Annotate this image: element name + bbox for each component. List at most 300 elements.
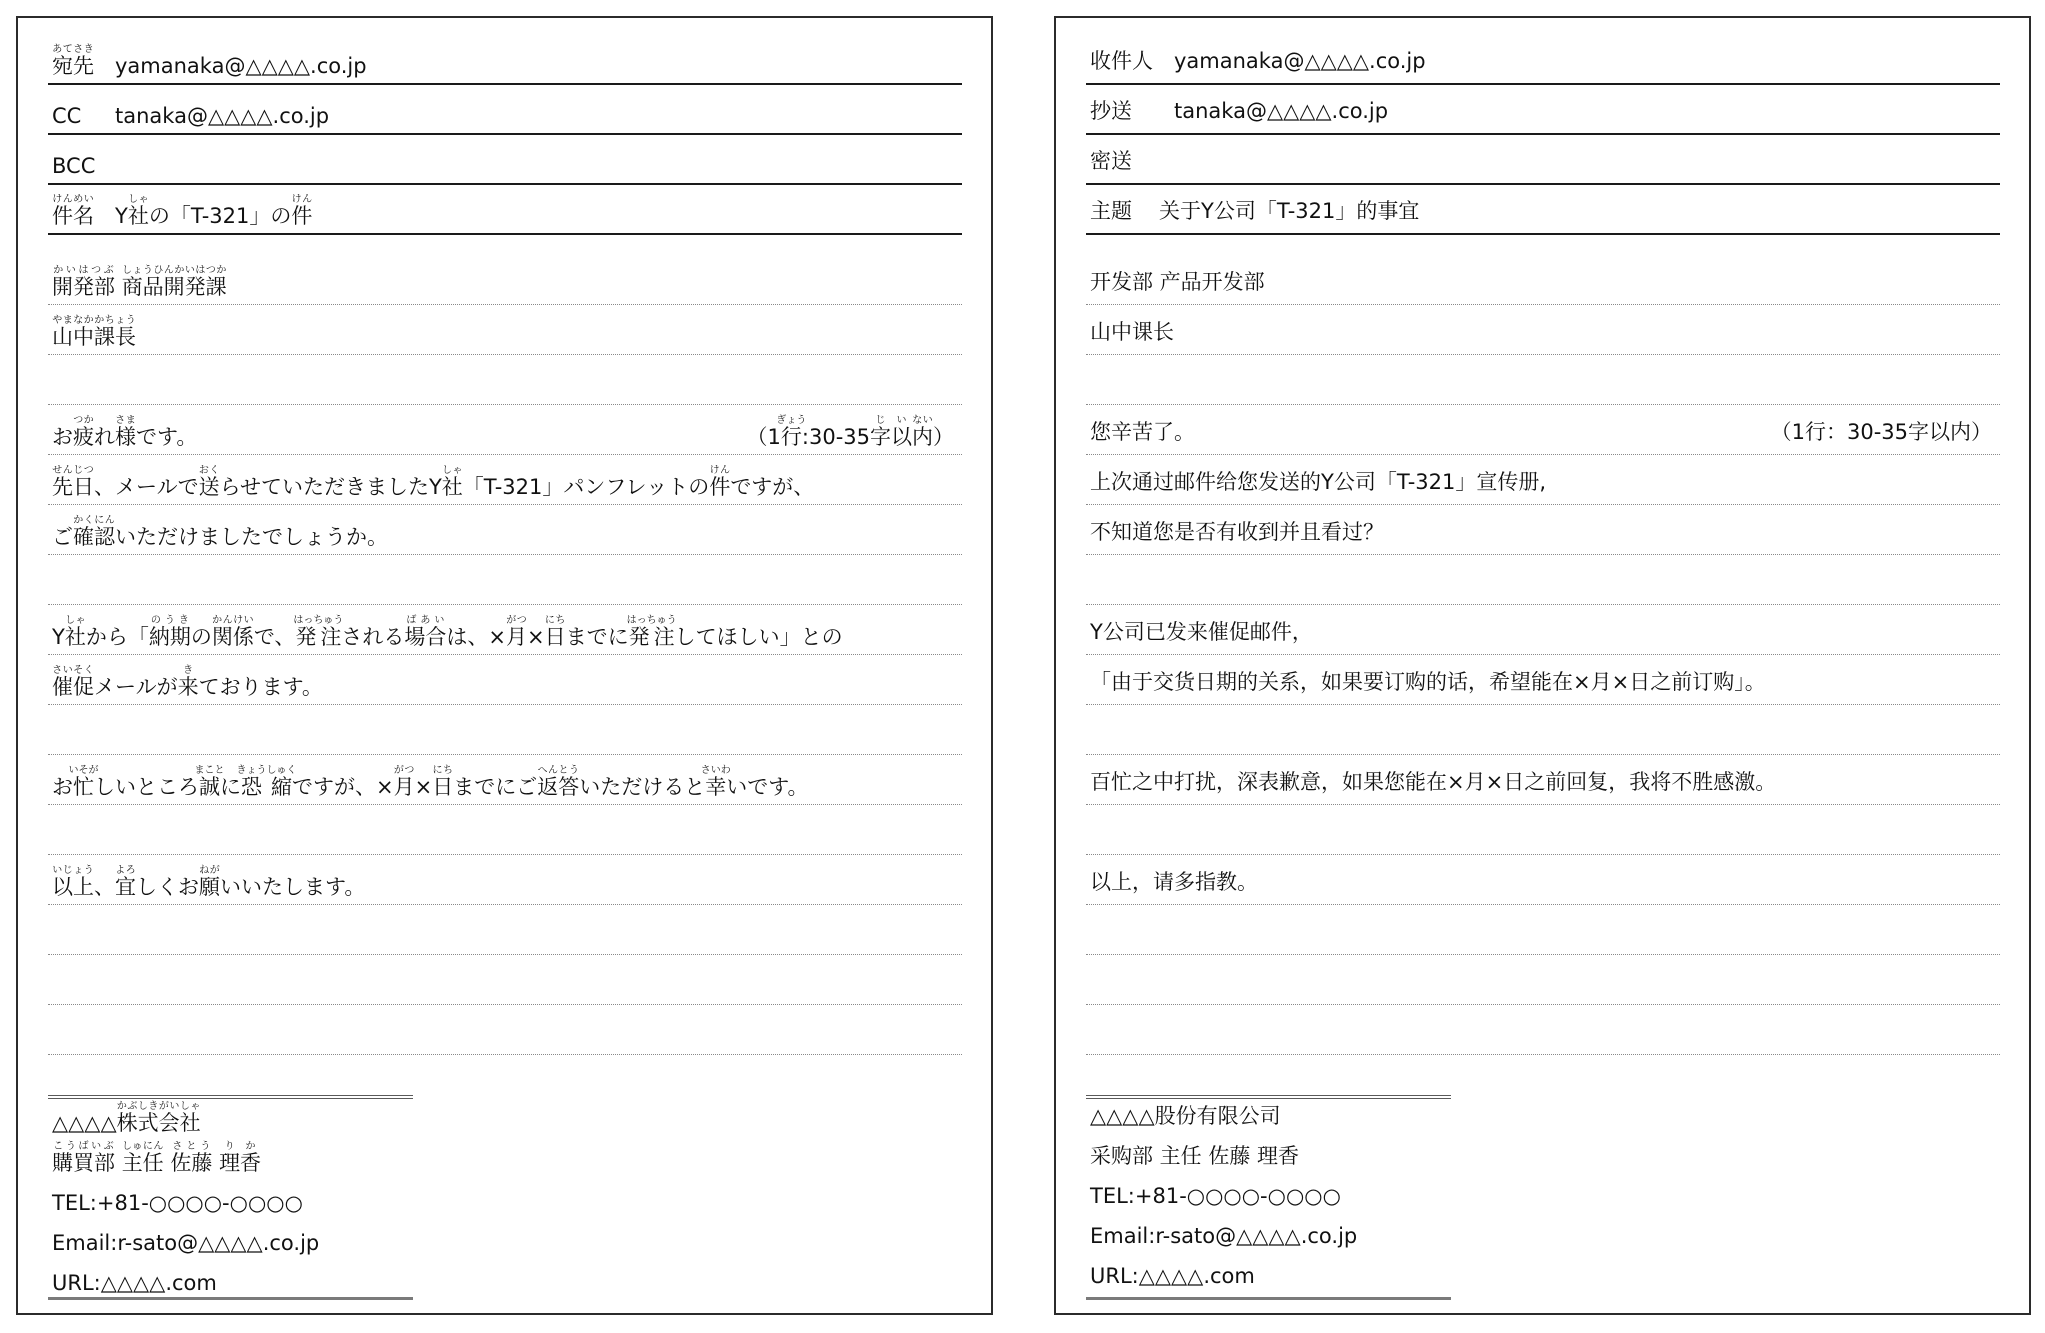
line-text (1090, 670, 1766, 694)
email-body (1086, 255, 2000, 1055)
furigana: ねが (199, 865, 220, 876)
furigana-group (170, 1141, 213, 1175)
field-label (52, 104, 115, 128)
text-run: 上次通过邮件给您发送的Y公司「T-321」宣传册, (1090, 470, 1547, 494)
furigana: ない (912, 415, 933, 426)
furigana-group (52, 44, 94, 78)
furigana-group (291, 194, 313, 228)
line-text (1090, 320, 1174, 344)
text-run: 采购部 主任 佐藤 理香 (1090, 1144, 1300, 1168)
text-run: tanaka@△△△△.co.jp (1174, 99, 1389, 123)
body-line (48, 955, 962, 1005)
furigana-group (198, 465, 220, 499)
line-text (52, 415, 197, 449)
line-text (52, 1191, 303, 1215)
text-run: 社 (64, 625, 86, 649)
body-line (48, 505, 962, 555)
field-label (1090, 149, 1174, 173)
furigana: しゃ (127, 194, 149, 205)
body-line (48, 455, 962, 505)
text-run: URL:△△△△.com (1090, 1264, 1255, 1288)
text-run: は、× (446, 625, 507, 649)
text-run: 願 (199, 875, 220, 899)
field-label (52, 154, 115, 178)
text-run: 开发部 产品开发部 (1090, 270, 1265, 294)
chinese-email-sheet (1054, 16, 2031, 1315)
text-run: 不知道您是否有收到并且看过？ (1090, 520, 1384, 544)
body-line (1086, 955, 2000, 1005)
text-run: yamanaka@△△△△.co.jp (1174, 49, 1426, 73)
body-line (1086, 255, 2000, 305)
furigana: けんめい (52, 194, 94, 205)
text-run: お (52, 775, 73, 799)
body-line (48, 755, 962, 805)
body-line (1086, 1005, 2000, 1055)
text-run: してほしい」との (674, 625, 843, 649)
body-line (48, 655, 962, 705)
furigana-group (52, 194, 94, 228)
furigana: き (177, 665, 199, 676)
furigana-group (64, 615, 86, 649)
furigana: はっちゅう (293, 615, 344, 626)
body-line (48, 555, 962, 605)
email-body (48, 255, 962, 1055)
text-run: に (220, 775, 241, 799)
body-line (1086, 555, 2000, 605)
furigana-group (52, 315, 136, 349)
furigana: がつ (506, 615, 528, 626)
text-run: いいたします。 (220, 875, 366, 899)
furigana-group (236, 765, 297, 799)
text-run: 您辛苦了。 (1090, 420, 1195, 444)
body-line (48, 705, 962, 755)
text-run: 主题 (1090, 199, 1132, 223)
furigana-group (776, 415, 807, 449)
field-value (115, 54, 367, 78)
text-run: 件 (291, 204, 313, 228)
cc-field (1086, 85, 2000, 135)
text-run: 返答 (537, 775, 580, 799)
furigana-group (52, 665, 94, 699)
body-line (1086, 855, 2000, 905)
bcc-field (48, 135, 962, 185)
furigana-group (127, 194, 149, 228)
text-run: 誠 (194, 775, 225, 799)
signature-bottom-rule (48, 1297, 413, 1300)
body-line (48, 305, 962, 355)
text-run: 納期 (148, 625, 191, 649)
furigana-group (115, 415, 136, 449)
furigana-group (211, 615, 254, 649)
signature-line (1086, 1248, 1686, 1288)
signature-line (48, 1135, 648, 1175)
text-run: しいところ (94, 775, 199, 799)
field-value (115, 194, 312, 228)
text-run: 社 (127, 204, 149, 228)
body-line (1086, 805, 2000, 855)
furigana-group (700, 765, 731, 799)
text-run: 月 (393, 775, 415, 799)
text-run: から「 (85, 625, 149, 649)
furigana: ぎょう (776, 415, 807, 426)
furigana: おく (198, 465, 220, 476)
text-run: メールが (94, 675, 178, 699)
text-run: 開発部 (52, 275, 115, 299)
furigana-group (432, 765, 454, 799)
furigana-group (73, 415, 94, 449)
furigana-group (177, 665, 199, 699)
furigana: まこと (194, 765, 225, 776)
furigana-group (912, 415, 933, 449)
signature-line (1086, 1168, 1686, 1208)
furigana: けん (291, 194, 313, 205)
furigana-group (68, 765, 99, 799)
line-text (1090, 270, 1265, 294)
signature-block (1086, 1088, 1686, 1288)
body-line (48, 255, 962, 305)
furigana: かんけい (211, 615, 254, 626)
text-run: ですが、 (730, 475, 815, 499)
text-run: CC (52, 104, 82, 128)
field-value (1174, 99, 1388, 123)
text-run: までにご (453, 775, 538, 799)
body-line (48, 605, 962, 655)
furigana: にち (544, 615, 566, 626)
furigana-group (52, 465, 94, 499)
text-run: × (527, 625, 545, 649)
text-run: △△△△ (52, 1111, 117, 1135)
text-run: です。 (136, 425, 198, 449)
text-run: される (341, 625, 405, 649)
furigana-group (115, 865, 136, 899)
text-run: △△△△股份有限公司 (1090, 1104, 1281, 1128)
text-run: で、 (253, 625, 296, 649)
body-line (1086, 355, 2000, 405)
furigana: せんじつ (52, 465, 94, 476)
field-label (52, 194, 115, 228)
furigana-group (506, 615, 528, 649)
furigana-group (52, 1141, 115, 1175)
text-run: 以上 (52, 875, 94, 899)
text-run: Y公司已发来催促邮件， (1090, 620, 1313, 644)
line-text (1090, 520, 1384, 544)
text-run: 收件人 (1090, 49, 1153, 73)
line-text (1090, 1264, 1255, 1288)
text-run: いただけると (579, 775, 706, 799)
furigana: しゃ (441, 465, 463, 476)
text-run: 商品開発課 (121, 275, 227, 299)
furigana: さいわ (700, 765, 731, 776)
furigana-group (219, 1141, 262, 1175)
text-run: yamanaka@△△△△.co.jp (115, 54, 367, 78)
line-text (52, 1231, 319, 1255)
field-value (1174, 49, 1426, 73)
line-text (52, 665, 323, 699)
text-run: ております。 (198, 675, 323, 699)
line-text (1090, 1224, 1357, 1248)
text-run: 件名 (52, 204, 94, 228)
line-text (1090, 1104, 1281, 1128)
furigana: あてさき (52, 44, 94, 55)
furigana: こうばいぶ (52, 1141, 115, 1152)
text-run: ご (52, 525, 73, 549)
text-run: 主任 (121, 1151, 164, 1175)
body-line (48, 905, 962, 955)
furigana-group (891, 415, 912, 449)
text-run: 行 (776, 425, 807, 449)
body-line (48, 1005, 962, 1055)
to-field (48, 35, 962, 85)
text-run: 关于Y公司「T-321」的事宜 (1159, 199, 1420, 223)
text-run: URL:△△△△.com (52, 1271, 217, 1295)
signature-line (48, 1215, 648, 1255)
subject-field (48, 185, 962, 235)
text-run: 宜 (115, 875, 136, 899)
text-run: の「T-321」の (148, 204, 292, 228)
subject-field (1086, 185, 2000, 235)
text-run: 「由于交货日期的关系，如果要订购的话，希望能在×月×日之前订购」。 (1090, 670, 1766, 694)
field-label (1090, 199, 1159, 223)
signature-line (48, 1175, 648, 1215)
text-run: 日 (432, 775, 454, 799)
text-run: 理香 (219, 1151, 262, 1175)
line-text (1090, 420, 1195, 444)
text-run: Y (52, 625, 65, 649)
line-text (52, 265, 227, 299)
furigana: い (891, 415, 912, 426)
text-run: 様 (115, 425, 136, 449)
text-run: しくお (136, 875, 199, 899)
body-line (48, 855, 962, 905)
text-run: 日 (544, 625, 566, 649)
text-run: 確認 (73, 525, 115, 549)
text-run: れ (94, 425, 115, 449)
furigana: いそが (68, 765, 99, 776)
line-text (1090, 470, 1546, 494)
furigana-group (441, 465, 463, 499)
furigana: のうき (148, 615, 191, 626)
line-text (52, 765, 809, 799)
body-line (1086, 705, 2000, 755)
text-run: （1行：30-35字以内） (1770, 420, 1992, 444)
text-run: 来 (177, 675, 199, 699)
line-text (52, 515, 388, 549)
text-run: らせていただきましたY (219, 475, 442, 499)
text-run: 「T-321」パンフレットの (462, 475, 710, 499)
furigana-group (709, 465, 731, 499)
body-line (1086, 605, 2000, 655)
furigana: ばあい (404, 615, 447, 626)
body-line (1086, 505, 2000, 555)
furigana-group (870, 415, 891, 449)
furigana: やまなかかちょう (52, 315, 136, 326)
text-run: までに (565, 625, 629, 649)
furigana: しゅにん (121, 1141, 164, 1152)
field-value (1159, 199, 1419, 223)
furigana: かいはつぶ (52, 265, 115, 276)
body-line (48, 805, 962, 855)
text-run: Email:r-sato@△△△△.co.jp (52, 1231, 320, 1255)
line-text (52, 865, 365, 899)
furigana: じ (870, 415, 891, 426)
furigana-group (73, 515, 115, 549)
furigana-group (121, 265, 227, 299)
text-run: 購買部 (52, 1151, 115, 1175)
text-run: 百忙之中打扰，深表歉意，如果您能在×月×日之前回复，我将不胜感激。 (1090, 770, 1777, 794)
text-run: 、メールで (94, 475, 199, 499)
line-text (1090, 770, 1776, 794)
text-run: 以上，请多指教。 (1090, 870, 1258, 894)
furigana-group (148, 615, 191, 649)
line-text (52, 1141, 261, 1175)
line-text (1090, 1144, 1299, 1168)
to-field (1086, 35, 2000, 85)
line-text (1090, 1184, 1341, 1208)
line-text (52, 615, 843, 649)
text-run: 密送 (1090, 149, 1132, 173)
text-run: 恐縮 (236, 775, 297, 799)
text-run: 催促 (52, 675, 94, 699)
line-text (1090, 870, 1258, 894)
furigana: さいそく (52, 665, 94, 676)
text-run: 、 (94, 875, 115, 899)
line-text (52, 1101, 201, 1135)
text-run: 社 (441, 475, 463, 499)
line-length-note (1771, 420, 1992, 444)
line-text (1090, 620, 1313, 644)
text-run: 内 (912, 425, 933, 449)
text-run: いただけましたでしょうか。 (115, 525, 388, 549)
text-run: TEL:+81-○○○○-○○○○ (52, 1191, 303, 1215)
furigana: へんとう (537, 765, 580, 776)
body-line (1086, 405, 2000, 455)
line-length-note (747, 415, 954, 449)
text-run: 忙 (68, 775, 99, 799)
furigana: かぶしきがいしゃ (116, 1101, 201, 1112)
body-line (1086, 755, 2000, 805)
furigana: しゃ (64, 615, 86, 626)
body-line (1086, 905, 2000, 955)
text-run: 以 (891, 425, 912, 449)
furigana-group (199, 865, 220, 899)
furigana: りか (219, 1141, 262, 1152)
japanese-email-sheet (16, 16, 993, 1315)
furigana: さま (115, 415, 136, 426)
text-run: 場合 (404, 625, 447, 649)
signature-line (1086, 1088, 1686, 1128)
furigana: きょうしゅく (236, 765, 297, 776)
text-run: 先日 (52, 475, 94, 499)
furigana: かくにん (73, 515, 115, 526)
furigana-group (544, 615, 566, 649)
signature-bottom-rule (1086, 1297, 1451, 1300)
text-run: 山中课长 (1090, 320, 1174, 344)
furigana-group (393, 765, 415, 799)
field-label (52, 44, 115, 78)
email-header (1086, 35, 2000, 235)
furigana: つか (73, 415, 94, 426)
bcc-field (1086, 135, 2000, 185)
text-run: ですが、× (292, 775, 394, 799)
email-header (48, 35, 962, 235)
text-run: Email:r-sato@△△△△.co.jp (1090, 1224, 1358, 1248)
furigana: はっちゅう (626, 615, 677, 626)
text-run: （1 (746, 425, 781, 449)
line-text (52, 1271, 217, 1295)
furigana-group (626, 615, 677, 649)
line-text (52, 315, 136, 349)
text-run: ） (933, 425, 954, 449)
field-value (115, 104, 329, 128)
text-run (115, 1151, 122, 1175)
signature-line (1086, 1208, 1686, 1248)
furigana: さとう (170, 1141, 213, 1152)
furigana-group (121, 1141, 164, 1175)
furigana: にち (432, 765, 454, 776)
body-line (48, 405, 962, 455)
text-run: 発注 (293, 625, 344, 649)
text-run: お (52, 425, 73, 449)
furigana: けん (709, 465, 731, 476)
text-run: 件 (709, 475, 731, 499)
body-line (1086, 455, 2000, 505)
text-run: 字 (870, 425, 891, 449)
text-run: 佐藤 (170, 1151, 213, 1175)
signature-line (48, 1255, 648, 1295)
text-run: 山中課長 (52, 325, 136, 349)
text-run: 抄送 (1090, 99, 1132, 123)
text-run: 株式会社 (116, 1111, 201, 1135)
text-run: 幸 (700, 775, 731, 799)
furigana-group (116, 1101, 201, 1135)
field-label (1090, 49, 1174, 73)
furigana-group (194, 765, 225, 799)
field-label (1090, 99, 1174, 123)
furigana: よろ (115, 865, 136, 876)
furigana-group (52, 265, 115, 299)
furigana-group (293, 615, 344, 649)
text-run: Y (115, 204, 128, 228)
body-line (1086, 305, 2000, 355)
body-line (1086, 655, 2000, 705)
text-run: 疲 (73, 425, 94, 449)
text-run: 宛先 (52, 54, 94, 78)
text-run: 月 (506, 625, 528, 649)
line-text (52, 465, 814, 499)
furigana-group (537, 765, 580, 799)
text-run: TEL:+81-○○○○-○○○○ (1090, 1184, 1341, 1208)
furigana-group (52, 865, 94, 899)
text-run (115, 275, 122, 299)
text-run: :30-35 (801, 425, 870, 449)
signature-line (1086, 1128, 1686, 1168)
furigana: がつ (393, 765, 415, 776)
text-run: × (414, 775, 433, 799)
text-run: tanaka@△△△△.co.jp (115, 104, 330, 128)
body-line (48, 355, 962, 405)
furigana: いじょう (52, 865, 94, 876)
text-run: 送 (198, 475, 220, 499)
text-run: 関係 (211, 625, 254, 649)
signature-block (48, 1095, 648, 1295)
cc-field (48, 85, 962, 135)
furigana-group (404, 615, 447, 649)
text-run: いです。 (726, 775, 809, 799)
text-run: の (190, 625, 212, 649)
furigana: しょうひんかいはつか (121, 265, 227, 276)
text-run: 発注 (626, 625, 677, 649)
signature-line (48, 1095, 648, 1135)
